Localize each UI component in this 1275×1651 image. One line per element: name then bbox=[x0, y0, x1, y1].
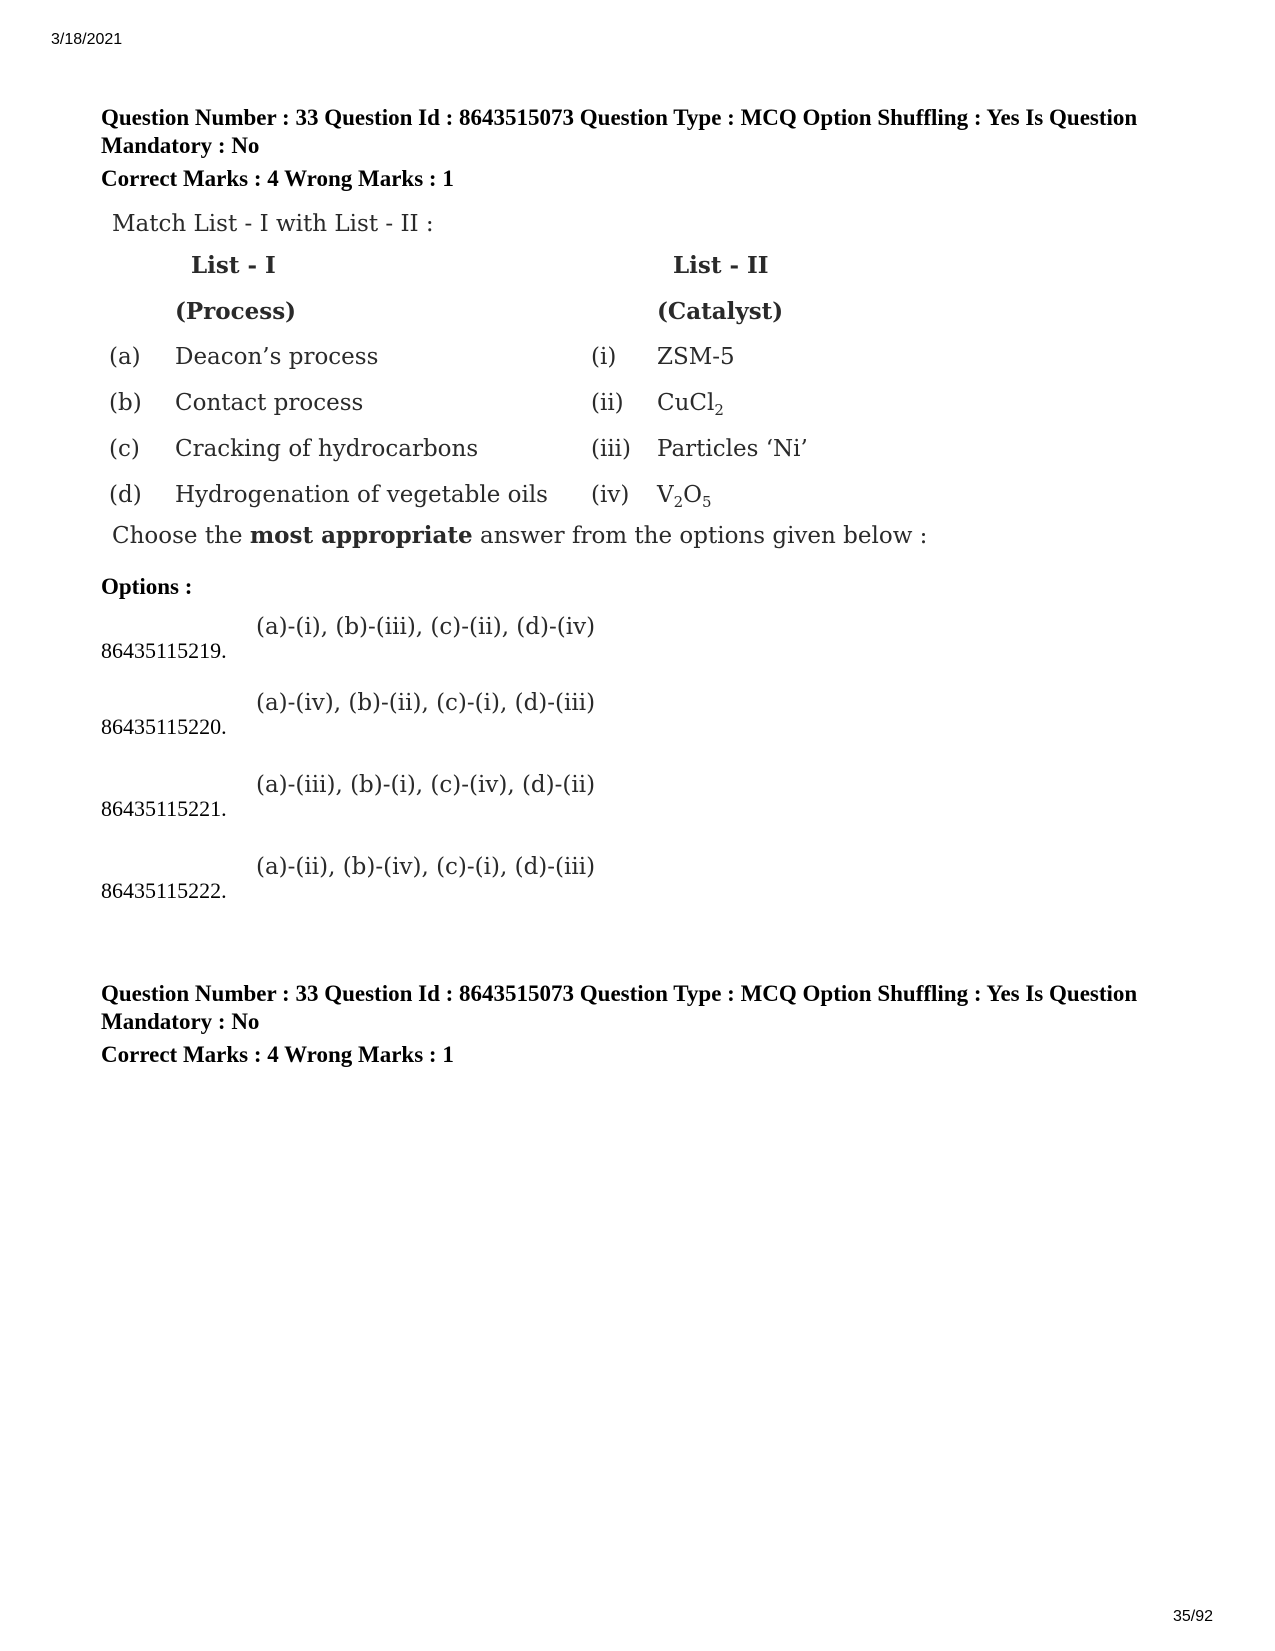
page-number: 35/92 bbox=[1172, 1608, 1213, 1625]
catalyst-name: ZSM-5 bbox=[657, 344, 735, 370]
row-label: (b) bbox=[109, 390, 142, 416]
list2-heading: List - II bbox=[673, 251, 769, 279]
next-question-header bbox=[101, 980, 1181, 1069]
option-id: 86435115219. bbox=[101, 638, 227, 663]
match-row bbox=[109, 334, 873, 380]
list1-heading: List - I bbox=[191, 251, 276, 279]
process-name: Deacon’s process bbox=[175, 344, 379, 370]
row-label: (c) bbox=[109, 436, 140, 462]
option-text: (a)-(i), (b)-(iii), (c)-(ii), (d)-(iv) bbox=[256, 614, 596, 640]
option-text: (a)-(ii), (b)-(iv), (c)-(i), (d)-(iii) bbox=[256, 854, 596, 880]
question-marks: Correct Marks : 4 Wrong Marks : 1 bbox=[101, 1042, 454, 1067]
question-intro: Match List - I with List - II : bbox=[112, 211, 434, 237]
option-text: (a)-(iii), (b)-(i), (c)-(iv), (d)-(ii) bbox=[256, 772, 596, 798]
options-title: Options : bbox=[101, 574, 193, 599]
question-meta: Question Number : 33 Question Id : 8643515073 Question Type : MCQ Option Shuffling : Yes Is Question Mandatory : No bbox=[101, 981, 1138, 1034]
process-name: Contact process bbox=[175, 390, 364, 416]
question-body bbox=[109, 206, 928, 554]
catalyst-name: $V_2O_5$ bbox=[657, 482, 712, 511]
catalyst-label: (iv) bbox=[591, 482, 630, 508]
question-header bbox=[101, 104, 1181, 193]
match-table-heading-row bbox=[109, 242, 873, 288]
list1-subheading: (Process) bbox=[175, 297, 297, 325]
question-marks: Correct Marks : 4 Wrong Marks : 1 bbox=[101, 166, 454, 191]
question-meta: Question Number : 33 Question Id : 8643515073 Question Type : MCQ Option Shuffling : Yes Is Question Mandatory : No bbox=[101, 105, 1138, 158]
option-id: 86435115222. bbox=[101, 878, 227, 903]
option-id: 86435115221. bbox=[101, 796, 227, 821]
row-label: (d) bbox=[109, 482, 142, 508]
match-row bbox=[109, 380, 873, 426]
catalyst-label: (iii) bbox=[591, 436, 632, 462]
match-row bbox=[109, 472, 873, 518]
question-instruction: Choose the most appropriate answer from the options given below : bbox=[112, 522, 928, 549]
catalyst-label: (ii) bbox=[591, 390, 624, 416]
catalyst-name: Particles ‘Ni’ bbox=[657, 436, 808, 462]
list2-subheading: (Catalyst) bbox=[657, 297, 784, 325]
print-date: 3/18/2021 bbox=[51, 31, 123, 48]
row-label: (a) bbox=[109, 344, 141, 370]
process-name: Cracking of hydrocarbons bbox=[175, 436, 479, 462]
option-text: (a)-(iv), (b)-(ii), (c)-(i), (d)-(iii) bbox=[256, 690, 596, 716]
match-table-subheading-row bbox=[109, 288, 873, 334]
catalyst-label: (i) bbox=[591, 344, 617, 370]
match-table bbox=[109, 242, 873, 518]
option-id: 86435115220. bbox=[101, 714, 227, 739]
match-row bbox=[109, 426, 873, 472]
catalyst-name: CuCl$_2$ bbox=[657, 390, 724, 419]
process-name: Hydrogenation of vegetable oils bbox=[175, 482, 548, 508]
